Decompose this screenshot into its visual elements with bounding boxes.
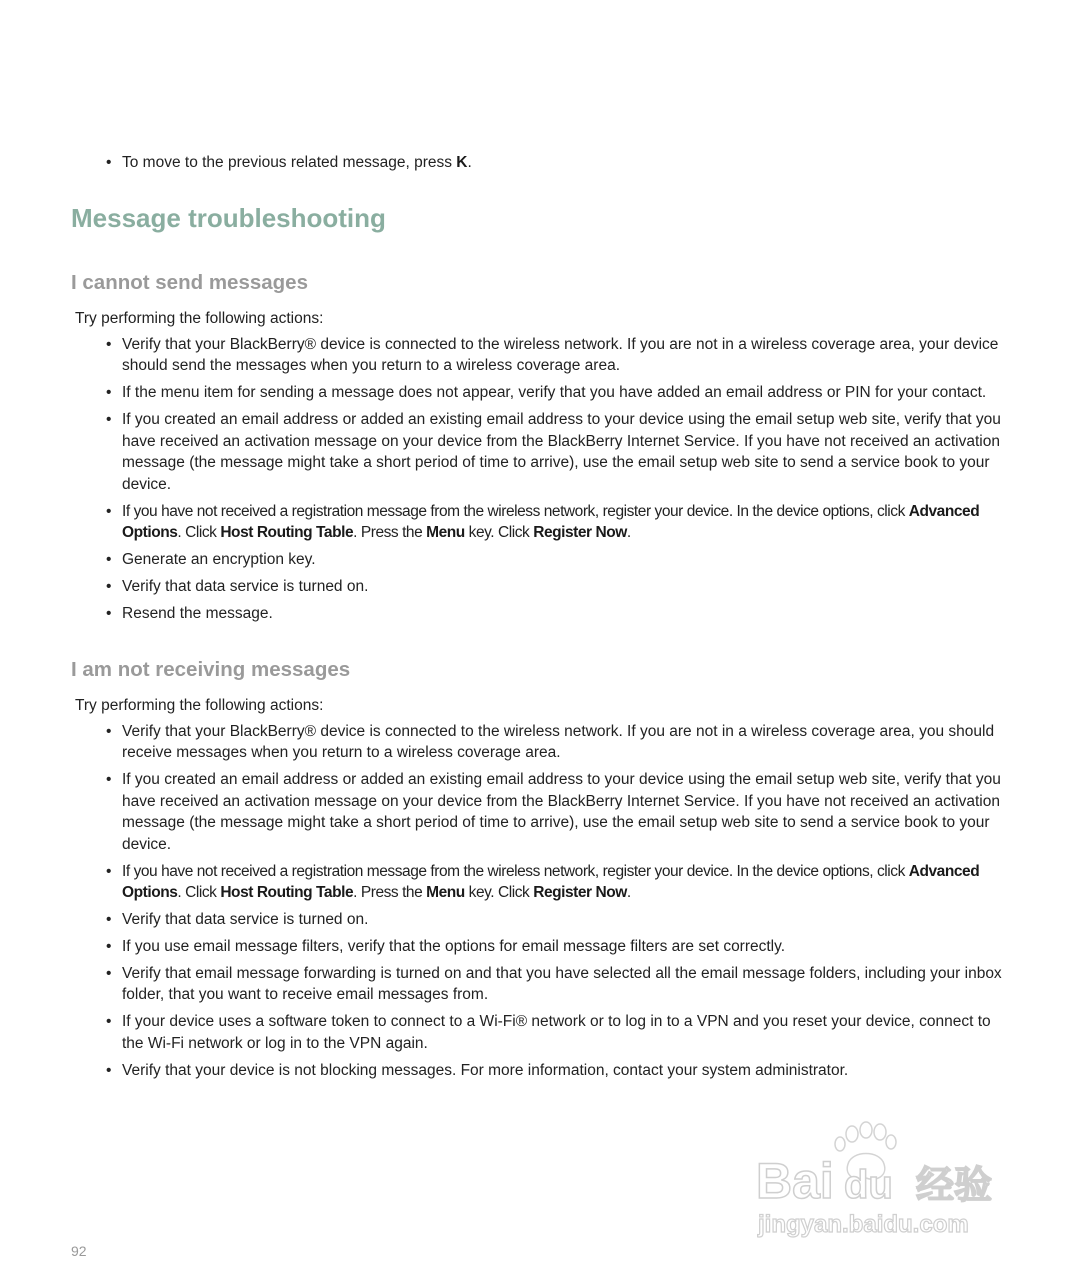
page-number: 92 <box>71 1243 87 1259</box>
svg-text:jingyan.baidu.com: jingyan.baidu.com <box>758 1211 969 1238</box>
send-actions-list <box>106 334 1006 630</box>
section-intro-receive: Try performing the following actions: <box>75 697 324 714</box>
list-item: • If you have not received a registration message from the wireless network, register your device. In the device options, click Advanced Options. Click Host Routing Table. Press the Menu key. Click Register Now. <box>106 861 1006 904</box>
section-heading-receive: I am not receiving messages <box>71 658 351 681</box>
baidu-watermark <box>756 1120 1006 1240</box>
list-item: • Verify that your BlackBerry® device is connected to the wireless network. If you are not in a wireless coverage area, your device should send the messages when you return to a wireless coverage area. <box>106 334 1006 377</box>
receive-actions-list <box>106 721 1006 1087</box>
list-item: • If your device uses a software token to connect to a Wi-Fi® network or to log in to a VPN and you reset your device, connect to the Wi-Fi network or log in to the VPN again. <box>106 1011 1006 1054</box>
list-item: • To move to the previous related message, press K. <box>106 152 1006 173</box>
svg-text:du: du <box>844 1163 893 1207</box>
list-item: • Resend the message. <box>106 603 1006 624</box>
section-intro-send: Try performing the following actions: <box>75 310 324 327</box>
list-item: • If you created an email address or added an existing email address to your device using the email setup web site, verify that you have received an activation message on your device from the BlackBerry Internet Service. If you have not received an activation message (the message might take a short period of time to arrive), use the email setup web site to send a service book to your device. <box>106 769 1006 855</box>
list-item: • Verify that email message forwarding is turned on and that you have selected all the email message folders, including your inbox folder, that you want to receive email messages from. <box>106 963 1006 1006</box>
list-item: • Generate an encryption key. <box>106 549 1006 570</box>
list-item: • Verify that data service is turned on. <box>106 576 1006 597</box>
svg-text:经验: 经验 <box>916 1163 993 1207</box>
section-heading-send: I cannot send messages <box>71 271 308 294</box>
top-list <box>106 152 1006 179</box>
page-title: Message troubleshooting <box>71 203 386 233</box>
list-item: • Verify that data service is turned on. <box>106 909 1006 930</box>
list-item: • Verify that your BlackBerry® device is connected to the wireless network. If you are not in a wireless coverage area, you should receive messages when you return to a wireless coverage area. <box>106 721 1006 764</box>
list-item: • If the menu item for sending a message does not appear, verify that you have added an email address or PIN for your contact. <box>106 382 1006 403</box>
list-item: • If you have not received a registration message from the wireless network, register your device. In the device options, click Advanced Options. Click Host Routing Table. Press the Menu key. Click Register Now. <box>106 501 1006 544</box>
list-item: • If you created an email address or added an existing email address to your device using the email setup web site, verify that you have received an activation message on your device from the BlackBerry Internet Service. If you have not received an activation message (the message might take a short period of time to arrive), use the email setup web site to send a service book to your device. <box>106 409 1006 495</box>
list-item: • Verify that your device is not blocking messages. For more information, contact your system administrator. <box>106 1060 1006 1081</box>
list-item: • If you use email message filters, verify that the options for email message filters are set correctly. <box>106 936 1006 957</box>
svg-text:Bai: Bai <box>756 1153 834 1209</box>
